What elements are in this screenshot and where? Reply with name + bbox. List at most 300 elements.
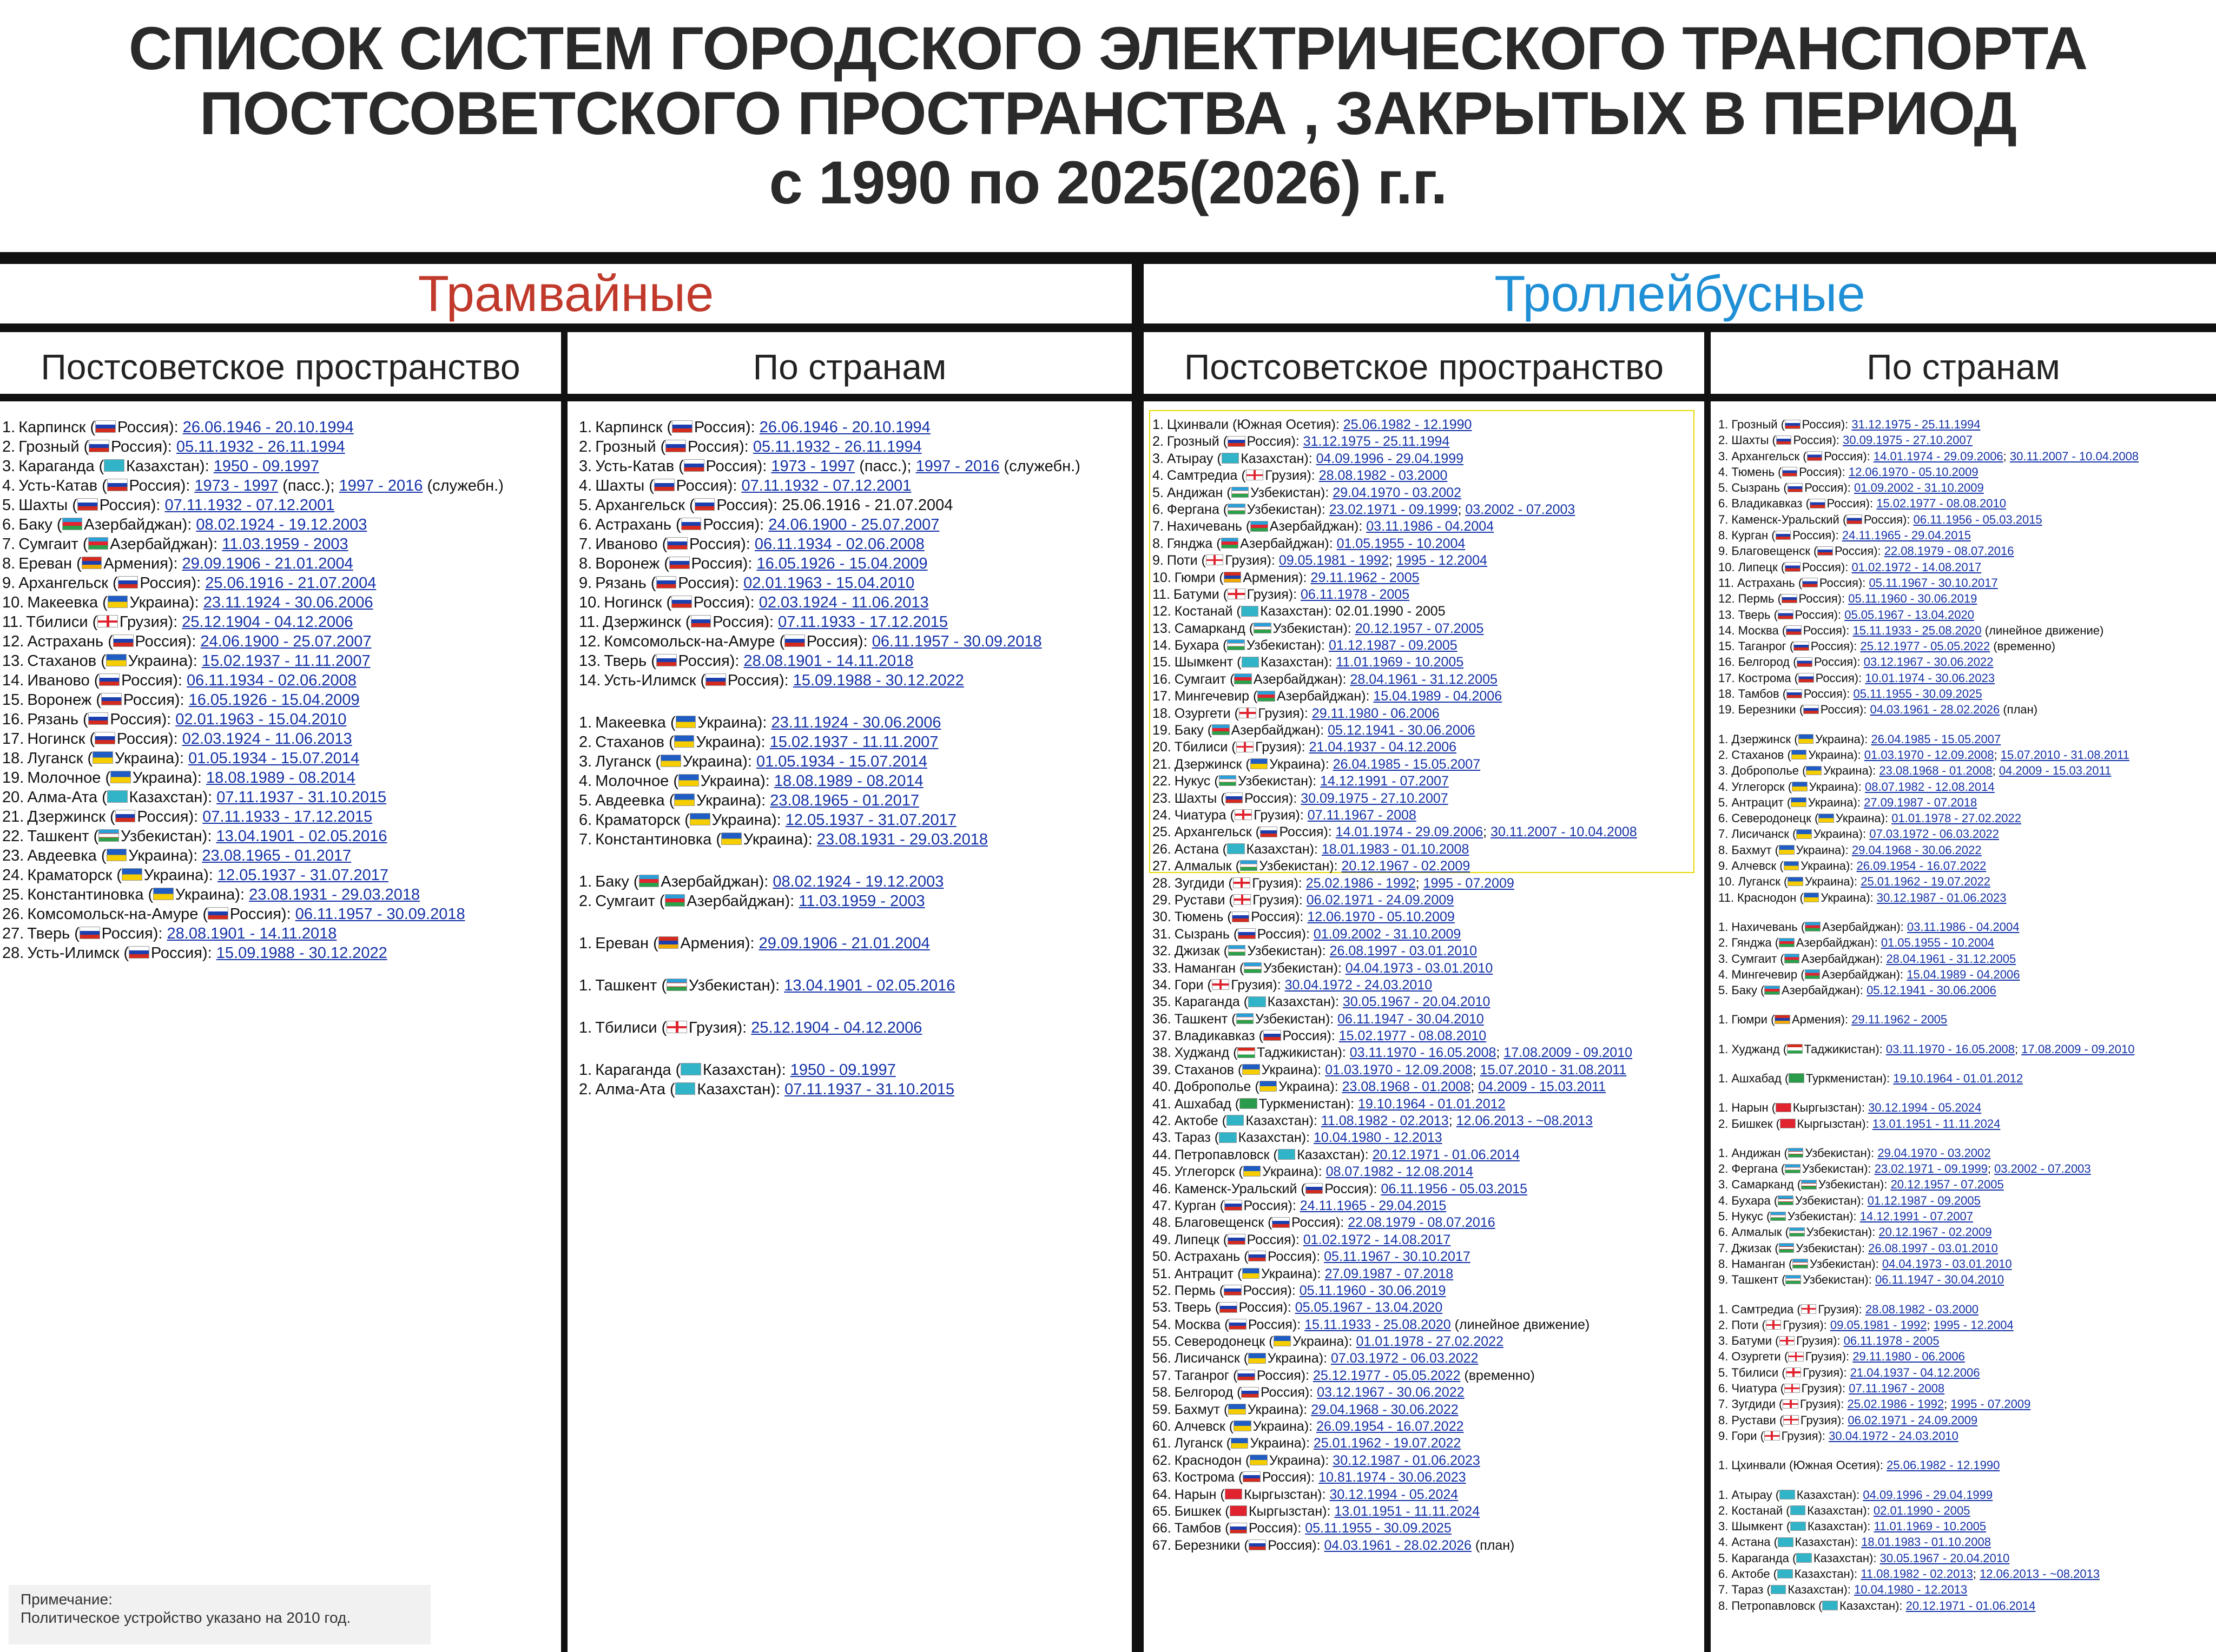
item-period-link[interactable]: 08.07.1982 - 12.08.2014 [1864,779,1995,794]
item-period-link[interactable]: 01.12.1987 - 09.2005 [1328,638,1457,653]
item-period-link[interactable]: 15.04.1989 - 04.2006 [1907,967,2020,981]
list-item: 42. Актобе ( Казахстан): 11.08.1982 - 02.2013; 12.06.2013 - ~08.2013 [1152,1113,1593,1129]
item-number: 37. [1152,1028,1171,1044]
item-period-link[interactable]: 14.01.1974 - 29.09.2006 [1873,449,2003,463]
item-period-link[interactable]: 04.2009 - 15.03.2011 [1999,764,2112,778]
item-city: Сумгаит [18,536,78,553]
item-period-link[interactable]: 06.11.1957 - 30.09.2018 [295,906,465,923]
item-period-link[interactable]: 12.06.2013 - ~08.2013 [1980,1567,2100,1581]
list-item: 1. Нахичевань ( Азербайджан): 03.11.1986 - 04.2004 [1718,920,2020,934]
item-period-link[interactable]: 24.06.1900 - 25.07.2007 [200,633,372,650]
flag-ru-icon [1232,911,1250,922]
item-period-link[interactable]: 07.11.1937 - 31.10.2015 [784,1081,954,1098]
item-period-link[interactable]: 30.05.1967 - 20.04.2010 [1342,994,1490,1010]
item-period-link[interactable]: 23.08.1931 - 29.03.2018 [816,831,988,848]
item-country: Россия [1257,926,1302,942]
item-period-link[interactable]: 01.12.1987 - 09.2005 [1867,1193,1981,1207]
item-period-link[interactable]: 05.11.1932 - 26.11.1994 [176,438,345,455]
item-period-link[interactable]: 03.11.1970 - 16.05.2008 [1885,1042,2015,1056]
item-city: Худжанд [1174,1045,1230,1061]
item-period-link[interactable]: 09.05.1981 - 1992 [1278,553,1389,569]
item-period-link[interactable]: 25.12.1977 - 05.05.2022 [1313,1367,1461,1383]
item-period-link[interactable]: 26.08.1997 - 03.01.2010 [1329,943,1478,959]
item-period-link[interactable]: 26.04.1985 - 15.05.2007 [1871,732,2001,746]
item-period-link[interactable]: 05.12.1941 - 30.06.2006 [1867,983,1996,997]
item-period-link[interactable]: 11.08.1982 - 02.2013 [1321,1113,1449,1129]
flag-uz-icon [1792,1259,1808,1268]
item-period-link[interactable]: 23.02.1971 - 09.1999 [1329,501,1458,517]
item-city: Ташкент [1174,1011,1228,1027]
item-period-link[interactable]: 23.08.1968 - 01.2008 [1879,764,1993,778]
item-period-link[interactable]: 13.04.1901 - 02.05.2016 [216,828,387,845]
item-period-link[interactable]: 26.08.1997 - 03.01.2010 [1868,1241,1998,1255]
item-period-link[interactable]: 03.12.1967 - 30.06.2022 [1863,655,1994,669]
item-period-link[interactable]: 24.11.1965 - 29.04.2015 [1842,528,1971,543]
item-city: Северодонецк [1731,811,1811,825]
item-period-link[interactable]: 03.11.1970 - 16.05.2008 [1349,1045,1496,1061]
item-period-link[interactable]: 27.09.1987 - 07.2018 [1864,795,1977,809]
item-number: 5. [1718,1551,1729,1565]
list-item: 18. Озургети ( Грузия): 29.11.1980 - 06.2006 [1152,705,1440,721]
item-city: Ногинск [27,730,85,748]
item-period-link[interactable]: 05.11.1967 - 30.10.2017 [1869,576,1998,590]
item-period-link[interactable]: 15.02.1937 - 11.11.2007 [769,734,939,751]
item-period-link[interactable]: 29.11.1980 - 06.2006 [1311,705,1440,721]
item-period-link[interactable]: 07.11.1933 - 17.12.2015 [778,613,948,631]
item-period-link[interactable]: 02.03.1924 - 11.06.2013 [759,594,929,611]
item-period-link[interactable]: 04.2009 - 15.03.2011 [1478,1079,1606,1095]
item-period-link[interactable]: 1950 - 09.1997 [790,1061,896,1079]
item-period-link[interactable]: 13.04.1901 - 02.05.2016 [784,977,955,994]
flag-ru-icon [1782,467,1798,477]
item-country: Россия [1793,433,1832,447]
item-period-link[interactable]: 1995 - 12.2004 [1933,1318,2014,1332]
item-period-link[interactable]: 25.06.1982 - 12.1990 [1887,1458,2000,1472]
item-period-link[interactable]: 1995 - 07.2009 [1950,1397,2031,1411]
item-country: Россия [1238,1300,1283,1316]
item-period-link[interactable]: 20.12.1967 - 02.2009 [1878,1225,1992,1239]
item-period-link[interactable]: 12.06.1970 - 05.10.2009 [1848,465,1978,479]
item-period-link[interactable]: 25.01.1962 - 19.07.2022 [1861,875,1990,889]
item-period-link[interactable]: 29.04.1970 - 03.2002 [1877,1146,1991,1160]
item-period-link[interactable]: 12.05.1937 - 31.07.2017 [217,867,388,884]
item-period-link[interactable]: 03.12.1967 - 30.06.2022 [1317,1385,1465,1400]
flag-az-icon [665,894,685,907]
item-period-link[interactable]: 19.10.1964 - 01.01.2012 [1893,1071,2023,1085]
item-period-link[interactable]: 03.11.1986 - 04.2004 [1907,920,2020,934]
item-period-link[interactable]: 07.11.1932 - 07.12.2001 [741,477,912,494]
item-period-link[interactable]: 05.12.1941 - 30.06.2006 [1328,723,1475,738]
item-country: Узбекистан [1803,1273,1865,1287]
item-period-link[interactable]: 03.2002 - 07.2003 [1994,1162,2091,1176]
item-period-link[interactable]: 08.07.1982 - 12.08.2014 [1325,1164,1474,1180]
list-item: 2. Поти ( Грузия): 09.05.1981 - 1992; 1995 - 12.2004 [1718,1318,2014,1332]
item-country: Россия [1260,1385,1305,1400]
item-country: Украина [1267,1351,1319,1366]
item-period-link[interactable]: 06.11.1957 - 30.09.2018 [872,633,1042,650]
item-number: 18. [1718,687,1735,701]
header-tram-post: Постсоветское пространство [41,347,520,387]
item-period-link[interactable]: 31.12.1975 - 25.11.1994 [1303,434,1450,450]
item-period-link[interactable]: 06.11.1978 - 2005 [1301,586,1410,602]
item-period-link[interactable]: 15.07.2010 - 31.08.2011 [2000,748,2129,762]
item-period-link[interactable]: 11.08.1982 - 02.2013 [1861,1567,1973,1581]
item-period-link[interactable]: 01.01.1978 - 27.02.2022 [1356,1334,1503,1350]
flag-ru-icon [1272,1217,1290,1228]
flag-ru-icon [1810,499,1825,508]
flag-kg-icon [1780,1119,1796,1128]
item-period-link[interactable]: 18.08.1989 - 08.2014 [206,769,355,787]
item-period-link[interactable]: 31.12.1975 - 25.11.1994 [1851,418,1981,431]
item-period-link[interactable]: 1973 - 1997 [194,477,279,494]
item-period-link[interactable]: 06.02.1971 - 24.09.2009 [1306,892,1454,908]
item-period-link[interactable]: 26.04.1985 - 15.05.2007 [1333,756,1481,772]
item-period-link[interactable]: 25.01.1962 - 19.07.2022 [1313,1436,1461,1451]
item-period-link[interactable]: 30.12.1994 - 05.2024 [1329,1486,1459,1502]
flag-ua-icon [1779,845,1795,855]
item-period-link[interactable]: 22.08.1979 - 08.07.2016 [1884,544,2014,558]
item-period-link[interactable]: 01.05.1934 - 15.07.2014 [756,753,927,770]
list-item: 1. Грозный ( Россия): 31.12.1975 - 25.11.1994 [1718,418,1981,431]
item-period-link[interactable]: 25.12.1904 - 04.12.2006 [751,1019,922,1036]
item-period-link[interactable]: 13.01.1951 - 11.11.2024 [1872,1116,2001,1131]
item-period-link[interactable]: 28.08.1982 - 03.2000 [1318,468,1448,484]
item-period-link[interactable]: 29.11.1962 - 2005 [1310,570,1420,585]
item-period-link[interactable]: 23.08.1968 - 01.2008 [1342,1079,1471,1095]
item-period-link[interactable]: 29.11.1980 - 06.2006 [1852,1350,1965,1364]
item-period-link[interactable]: 23.02.1971 - 09.1999 [1874,1162,1988,1176]
item-period-link[interactable]: 28.08.1901 - 14.11.2018 [743,652,914,670]
item-country: Россия [693,594,745,611]
item-period-link[interactable]: 06.11.1978 - 2005 [1843,1334,1940,1348]
item-period-link[interactable]: 04.03.1961 - 28.02.2026 [1870,703,2000,717]
item-period-link[interactable]: 26.06.1946 - 20.10.1994 [759,419,931,436]
item-period-link[interactable]: 20.12.1971 - 01.06.2014 [1372,1147,1520,1162]
item-period-link[interactable]: 07.11.1937 - 31.10.2015 [216,789,387,806]
item-period-link[interactable]: 08.02.1924 - 19.12.2003 [196,516,367,533]
item-country: Россия [1251,909,1296,925]
item-period-link[interactable]: 23.11.1924 - 30.06.2006 [771,714,941,731]
item-country: Россия [1810,639,1850,653]
item-period-link[interactable]: 16.05.1926 - 15.04.2009 [188,691,360,709]
item-period-link[interactable]: 01.01.1978 - 27.02.2022 [1891,811,2021,825]
list-item: 9. Благовещенск ( Россия): 22.08.1979 - 08.07.2016 [1718,544,2014,558]
item-period-link[interactable]: 03.2002 - 07.2003 [1465,501,1575,517]
item-number: 19. [2,769,24,787]
item-period-link[interactable]: 15.04.1989 - 04.2006 [1373,689,1502,704]
flag-ru-icon [667,537,688,550]
item-period-link[interactable]: 15.09.1988 - 30.12.2022 [216,944,387,962]
item-period-link[interactable]: 20.12.1971 - 01.06.2014 [1905,1598,2036,1613]
item-number: 12. [1152,604,1171,619]
item-period-link[interactable]: 01.09.2002 - 31.10.2009 [1854,481,1984,495]
list-item: 12. Костанай ( Казахстан): 02.01.1990 - 2005 [1152,604,1446,619]
item-city: Доброполье [1174,1079,1251,1095]
list-item: 17. Ногинск ( Россия): 02.03.1924 - 11.06.2013 [2,730,352,748]
item-city: Шахты [18,497,68,514]
item-period-link[interactable]: 23.11.1924 - 30.06.2006 [203,594,373,611]
list-item: 6. Краматорск ( Украина): 12.05.1937 - 31.07.2017 [579,811,957,829]
item-period-link[interactable]: 01.05.1955 - 10.2004 [1881,936,1994,950]
list-item: 6. Владикавказ ( Россия): 15.02.1977 - 08.08.2010 [1718,497,2006,511]
item-period-link[interactable]: 15.07.2010 - 31.08.2011 [1480,1062,1627,1078]
item-period-link[interactable]: 30.04.1972 - 24.03.2010 [1829,1429,1958,1443]
item-number: 13. [1718,607,1735,622]
item-period-link[interactable]: 1995 - 12.2004 [1396,553,1487,569]
item-number: 36. [1152,1011,1171,1027]
item-period-link[interactable]: 14.12.1991 - 07.2007 [1320,774,1449,789]
item-period-link[interactable]: 19.10.1964 - 01.01.2012 [1358,1096,1506,1112]
item-period-link[interactable]: 09.05.1981 - 1992 [1830,1318,1927,1332]
item-city: Гюмри [1174,570,1216,585]
list-item: 16. Белгород ( Россия): 03.12.1967 - 30.06.2022 [1718,655,1994,669]
item-period-link[interactable]: 21.04.1937 - 04.12.2006 [1309,739,1457,755]
flag-am-icon [658,936,679,949]
item-country: Россия [150,944,202,962]
item-period-link[interactable]: 04.04.1973 - 03.01.2010 [1345,960,1493,976]
item-period-link[interactable]: 18.01.1983 - 01.10.2008 [1861,1535,1991,1549]
item-period-link[interactable]: 20.12.1967 - 02.2009 [1341,858,1470,874]
item-period-link[interactable]: 02.01.1963 - 15.04.2010 [175,711,347,728]
item-period-link[interactable]: 28.04.1961 - 31.12.2005 [1886,951,2016,966]
item-period-link[interactable]: 11.03.1959 - 2003 [799,893,925,910]
item-period-link[interactable]: 22.08.1979 - 08.07.2016 [1348,1215,1495,1231]
item-period-link[interactable]: 29.09.1906 - 21.01.2004 [182,555,353,572]
item-period-link[interactable]: 17.08.2009 - 09.2010 [1503,1045,1633,1061]
item-period-link[interactable]: 25.12.1904 - 04.12.2006 [182,613,353,631]
item-period-link[interactable]: 11.01.1969 - 10.2005 [1336,655,1464,670]
item-period-link[interactable]: 29.04.1970 - 03.2002 [1333,485,1461,500]
item-period-link[interactable]: 1995 - 07.2009 [1423,875,1514,891]
item-period-link[interactable]: 06.11.1956 - 05.03.2015 [1913,512,2042,526]
item-period-link[interactable]: 28.08.1982 - 03.2000 [1865,1302,1979,1316]
item-city: Самтредиа [1731,1302,1794,1316]
item-period-link[interactable]: 02.03.1924 - 11.06.2013 [182,730,352,748]
item-period-link[interactable]: 30.12.1987 - 01.06.2023 [1876,890,2007,904]
item-period-link[interactable]: 01.02.1972 - 14.08.2017 [1303,1232,1451,1247]
item-period-link[interactable]: 06.11.1934 - 02.06.2008 [754,536,925,553]
item-period-link[interactable]: 29.11.1962 - 2005 [1851,1013,1948,1027]
item-period-link[interactable]: 04.09.1996 - 29.04.1999 [1316,451,1464,466]
item-period-link[interactable]: 23.08.1965 - 01.2017 [770,792,920,809]
item-period-link[interactable]: 28.04.1961 - 31.12.2005 [1350,671,1498,687]
item-number: 7. [2,536,16,553]
item-period-link[interactable]: 14.12.1991 - 07.2007 [1859,1210,1973,1224]
item-period-link[interactable]: 29.09.1906 - 21.01.2004 [759,935,930,952]
item-period-link[interactable]: 10.04.1980 - 12.2013 [1854,1583,1968,1597]
item-period-link[interactable]: 21.04.1937 - 04.12.2006 [1850,1365,1980,1379]
item-country: Грузия [1246,586,1289,602]
item-period-link[interactable]: 03.11.1986 - 04.2004 [1366,519,1494,534]
item-period-link[interactable]: 11.01.1969 - 10.2005 [1874,1519,1987,1534]
item-period-link[interactable]: 30.09.1975 - 27.10.2007 [1301,790,1448,806]
item-period-link[interactable]: 1950 - 09.1997 [213,458,319,475]
item-country: Россия [1256,1367,1301,1383]
list-item: 8. Рустави ( Грузия): 06.02.1971 - 24.09.2009 [1718,1413,1978,1427]
item-period-link[interactable]: 30.11.2007 - 10.04.2008 [1490,824,1637,840]
item-period-link[interactable]: 26.09.1954 - 16.07.2022 [1316,1419,1464,1435]
item-country: Узбекистан [1246,501,1317,517]
item-period-link[interactable]: 30.04.1972 - 24.03.2010 [1284,977,1433,993]
item-period-link[interactable]: 17.08.2009 - 09.2010 [2021,1042,2135,1056]
item-period-link[interactable]: 24.11.1965 - 29.04.2015 [1300,1198,1447,1213]
item-period-link[interactable]: 06.11.1934 - 02.06.2008 [187,672,357,689]
item-number: 28. [1152,875,1171,891]
item-number: 40. [1152,1079,1171,1095]
item-period-link[interactable]: 26.06.1946 - 20.10.1994 [182,419,354,436]
flag-ua-icon [1791,750,1807,759]
item-country: Украина [128,652,188,670]
list-item: 3. Архангельск ( Россия): 14.01.1974 - 29.09.2006; 30.11.2007 - 10.04.2008 [1718,449,2139,463]
item-note: (план) [1471,1537,1515,1553]
item-country: Россия [140,574,192,592]
item-period-link[interactable]: 04.04.1973 - 03.01.2010 [1882,1257,2012,1271]
item-period-link[interactable]: 07.11.1932 - 07.12.2001 [164,497,335,514]
flag-ge-icon [1764,1431,1780,1440]
flag-kz-icon [1777,1569,1793,1579]
item-period-link[interactable]: 30.05.1967 - 20.04.2010 [1879,1551,2010,1565]
item-city: Актобе [1731,1567,1770,1581]
item-number: 56. [1152,1351,1171,1366]
item-period-link[interactable]: 05.11.1960 - 30.06.2019 [1299,1283,1446,1298]
item-period-link[interactable]: 05.05.1967 - 13.04.2020 [1295,1300,1443,1316]
item-period-link[interactable]: 30.12.1994 - 05.2024 [1868,1101,1982,1115]
title-line-3: с 1990 по 2025(2026) г.г. [769,149,1447,216]
item-period-link[interactable]: 29.04.1968 - 30.06.2022 [1311,1402,1459,1417]
item-period-link[interactable]: 1997 - 2016 [339,477,423,494]
item-period-link[interactable]: 05.11.1932 - 26.11.1994 [753,438,922,455]
item-period-link[interactable]: 06.11.1956 - 05.03.2015 [1381,1181,1528,1197]
item-period-link[interactable]: 29.04.1968 - 30.06.2022 [1851,843,1982,857]
item-period-link[interactable]: 15.02.1977 - 08.08.2010 [1338,1028,1487,1044]
item-period-link[interactable]: 15.02.1977 - 08.08.2010 [1876,497,2006,511]
item-period-link[interactable]: 05.11.1967 - 30.10.2017 [1324,1249,1470,1265]
item-period-link[interactable]: 04.09.1996 - 29.04.1999 [1863,1488,1993,1502]
item-period-link[interactable]: 07.11.1933 - 17.12.2015 [202,808,373,825]
item-period-link[interactable]: 20.12.1957 - 07.2005 [1890,1178,2004,1192]
item-period-link[interactable]: 12.06.1970 - 05.10.2009 [1307,909,1455,925]
flag-ge-icon [1766,1320,1782,1330]
item-period-link[interactable]: 02.01.1990 - 2005 [1873,1503,1970,1517]
item-period-link[interactable]: 18.01.1983 - 01.10.2008 [1321,841,1469,857]
item-period-link[interactable]: 07.11.1967 - 2008 [1849,1382,1945,1396]
list-item: 12. Пермь ( Россия): 05.11.1960 - 30.06.2019 [1718,592,1977,606]
item-country: Украина [696,734,756,751]
list-item: 1. Дзержинск ( Украина): 26.04.1985 - 15.05.2007 [1718,732,2001,746]
item-period-link[interactable]: 01.09.2002 - 31.10.2009 [1313,926,1461,942]
item-period-link[interactable]: 15.11.1933 - 25.08.2020 [1304,1317,1451,1332]
item-period-link[interactable]: 25.12.1977 - 05.05.2022 [1860,639,1990,653]
item-period-link[interactable]: 05.11.1955 - 30.09.2025 [1305,1521,1452,1536]
item-period-link[interactable]: 20.12.1957 - 07.2005 [1355,620,1484,636]
item-city: Макеевка [27,594,98,611]
item-period-link[interactable]: 26.09.1954 - 16.07.2022 [1856,859,1987,873]
list-item: 53. Тверь ( Россия): 05.05.1967 - 13.04.2020 [1152,1300,1443,1316]
item-period-link[interactable]: 10.04.1980 - 12.2013 [1313,1130,1442,1146]
list-gap [1718,1057,2215,1071]
item-period-link[interactable]: 06.11.1947 - 30.04.2010 [1875,1273,2004,1287]
item-note: ; [1483,824,1491,840]
list-item: 1. Макеевка ( Украина): 23.11.1924 - 30.06.2006 [579,714,941,731]
item-period-link[interactable]: 15.02.1937 - 11.11.2007 [201,652,371,670]
item-period-link[interactable]: 05.05.1967 - 13.04.2020 [1844,607,1974,622]
item-period-link[interactable]: 30.09.1975 - 27.10.2007 [1843,433,1973,447]
item-number: 1. [2,419,16,436]
item-city: Тбилиси [26,613,88,631]
item-period-link[interactable]: 1973 - 1997 [771,458,855,475]
divider-trolley [1704,332,1711,1652]
list-item: 18. Тамбов ( Россия): 05.11.1955 - 30.09.2025 [1718,687,1982,701]
item-city: Самарканд [1731,1178,1794,1192]
item-period-link[interactable]: 1997 - 2016 [915,458,1000,475]
item-period-link[interactable]: 02.01.1963 - 15.04.2010 [743,574,915,592]
item-number: 8. [2,555,16,572]
item-number: 44. [1152,1147,1171,1162]
item-period-link[interactable]: 12.06.2013 - ~08.2013 [1456,1113,1593,1129]
item-period-link[interactable]: 25.02.1986 - 1992 [1847,1397,1944,1411]
item-period-link[interactable]: 01.05.1934 - 15.07.2014 [188,750,360,767]
item-period-link[interactable]: 07.03.1972 - 06.03.2022 [1869,827,1999,841]
item-period-link[interactable]: 05.11.1960 - 30.06.2019 [1848,592,1977,606]
item-period-link[interactable]: 01.02.1972 - 14.08.2017 [1851,560,1982,574]
item-city: Бахмут [1174,1402,1220,1417]
item-period-link[interactable]: 12.05.1937 - 31.07.2017 [785,811,957,829]
item-city: Усть-Илимск [27,944,120,962]
item-city: Дзержинск [27,808,105,825]
item-period-link[interactable]: 27.09.1987 - 07.2018 [1324,1266,1454,1281]
item-period-link[interactable]: 01.03.1970 - 12.09.2008 [1325,1062,1473,1078]
item-period-link[interactable]: 06.11.1947 - 30.04.2010 [1337,1011,1484,1027]
item-number: 34. [1152,977,1171,993]
list-item: 20. Алма-Ата ( Казахстан): 07.11.1937 - 31.10.2015 [2,789,387,806]
item-period-link[interactable]: 06.02.1971 - 24.09.2009 [1848,1413,1978,1427]
item-period-link[interactable]: 25.02.1986 - 1992 [1305,875,1416,891]
item-period-link[interactable]: 16.05.1926 - 15.04.2009 [756,555,928,572]
item-period-link[interactable]: 13.01.1951 - 11.11.2024 [1334,1504,1480,1519]
item-period-link[interactable]: 07.11.1967 - 2008 [1307,807,1416,823]
item-period-link[interactable]: 10.01.1974 - 30.06.2023 [1865,671,1995,685]
list-item: 9. Гори ( Грузия): 30.04.1972 - 24.03.2010 [1718,1429,1958,1443]
item-note: ; [1944,1397,1951,1411]
item-period-link[interactable]: 01.05.1955 - 10.2004 [1336,536,1466,551]
item-period-link[interactable]: 24.06.1900 - 25.07.2007 [768,516,940,533]
item-period-link[interactable]: 25.06.1982 - 12.1990 [1343,417,1472,432]
item-period-link[interactable]: 05.11.1955 - 30.09.2025 [1853,687,1982,701]
item-period-link[interactable]: 25.06.1916 - 21.07.2004 [205,574,377,592]
item-period-link[interactable]: 30.12.1987 - 01.06.2023 [1333,1452,1480,1468]
flag-ru-icon [1224,1200,1242,1211]
item-country: Азербайджан [1822,920,1897,934]
item-period-link[interactable]: 14.01.1974 - 29.09.2006 [1335,824,1483,840]
item-period-link[interactable]: 23.08.1965 - 01.2017 [202,847,352,864]
item-period-link[interactable]: 08.02.1924 - 19.12.2003 [773,873,944,890]
item-period-link[interactable]: 23.08.1931 - 29.03.2018 [249,886,420,903]
item-number: 16. [2,711,24,728]
item-period-link[interactable]: 11.03.1959 - 2003 [222,536,348,553]
item-period-link[interactable]: 15.09.1988 - 30.12.2022 [793,672,964,689]
item-period-link[interactable]: 07.03.1972 - 06.03.2022 [1330,1351,1479,1366]
item-period-link[interactable]: 15.11.1933 - 25.08.2020 [1852,623,1982,637]
item-period-link[interactable]: 04.03.1961 - 28.02.2026 [1324,1537,1472,1553]
item-period-link[interactable]: 28.08.1901 - 14.11.2018 [167,925,337,942]
list-item: 11. Дзержинск ( Россия): 07.11.1933 - 17.12.2015 [579,613,948,631]
item-period-link[interactable]: 10.81.1974 - 30.06.2023 [1318,1470,1466,1485]
item-country: Россия [1243,1283,1288,1298]
item-period-link[interactable]: 30.11.2007 - 10.04.2008 [2009,449,2139,463]
item-period-link[interactable]: 18.08.1989 - 08.2014 [774,772,924,790]
item-period-link[interactable]: 01.03.1970 - 12.09.2008 [1864,748,1994,762]
item-city: Нукус [1174,774,1211,789]
